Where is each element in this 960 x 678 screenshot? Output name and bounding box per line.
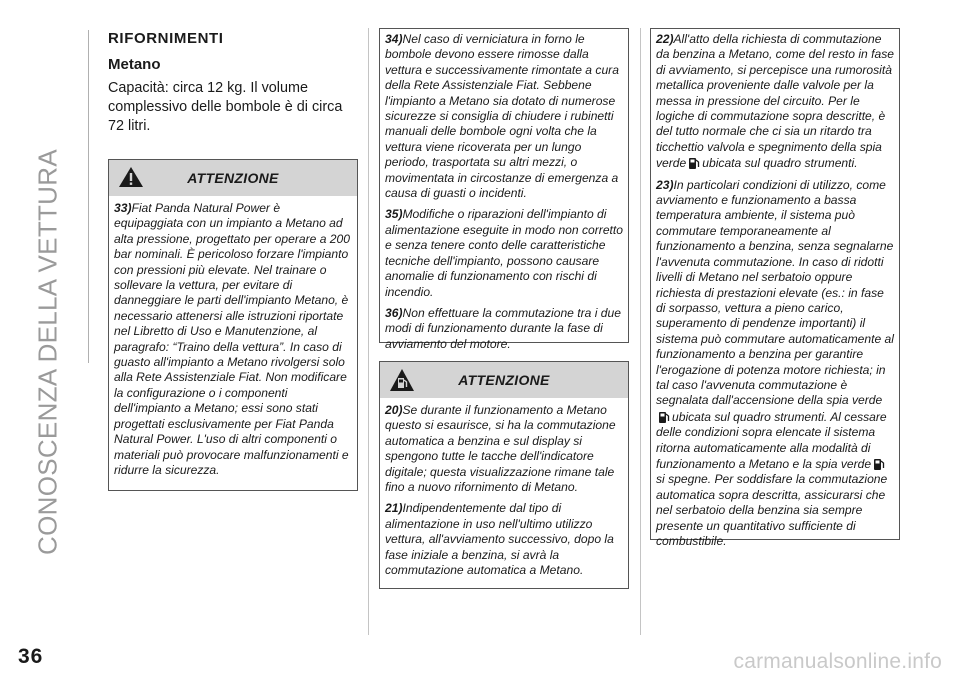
note-text: All'atto della richiesta di commutazione da benzina a Metano, come del resto in fase di avviamento, si percepisce una rumorosità metallica proveniente dalle valvole per la messa in pressione del circuito. Per le logiche di commutazione sopra descritte, è del tutto normale che ci sia un ritardo tra ticchettio valvola e spegnimento della spia verde	[656, 32, 894, 171]
note-text: si spegne. Per soddisfare la commutazione automatica sopra descritta, assicurarsi che nel serbatoio della benzina sia sempre presente un quantitativo sufficiente di combustibile.	[656, 472, 888, 548]
note-34	[385, 32, 623, 201]
note-number: 36)	[385, 305, 403, 320]
side-divider	[88, 30, 89, 363]
fuel-lamp-icon	[688, 155, 700, 170]
warning-box-body	[109, 196, 357, 484]
note-text: ubicata sul quadro strumenti. Al cessare delle condizioni sopra elencate il sistema ritorna automaticamente alla modalità di funzionamento a Metano e la spia verde	[656, 409, 887, 471]
fuel-lamp-icon	[873, 456, 885, 471]
page-number: 36	[18, 645, 44, 668]
warning-title: ATTENZIONE	[458, 372, 550, 388]
note-number: 35)	[385, 207, 403, 222]
note-21	[385, 501, 623, 578]
capacity-text: Capacità: circa 12 kg. Il volume complessivo delle bombole è di circa 72 litri.	[108, 80, 343, 134]
note-text: Se durante il funzionamento a Metano questo si esaurisce, si ha la commutazione automatica a benzina e sul display si spengono tutte le tacche dell'indicatore digitale; questa visualizzazione rimane tale fino a nuovo rifornimento di Metano.	[385, 403, 616, 495]
note-text: Non effettuare la commutazione tra i due modi di funzionamento durante la fase di avviamento del motore.	[385, 305, 621, 351]
note-22	[656, 32, 894, 172]
warning-title: ATTENZIONE	[187, 170, 279, 186]
notes-box-body	[380, 29, 628, 358]
warning-box	[108, 159, 358, 491]
note-text: Modifiche o riparazioni dell'impianto di alimentazione eseguite in modo non corretto e senza tenere conto delle caratteristiche tecniche dell'impianto, possono causare anomalie di funzionamento con rischi di incendio.	[385, 207, 623, 299]
note-20	[385, 403, 623, 495]
note-number: 34)	[385, 32, 403, 46]
notes-box-continued	[379, 28, 629, 351]
note-text: Indipendentemente dal tipo di alimentazione in uso nell'ultimo utilizzo vettura, all'avviamento successivo, dopo la fase iniziale a benzina, si avrà la commutazione automatica a Metano.	[385, 501, 614, 578]
fuel-lamp-icon	[658, 409, 670, 424]
fuel-section	[108, 30, 358, 136]
note-number: 22)	[656, 32, 674, 46]
warning-box-header	[380, 362, 628, 398]
subsection-title: Metano	[108, 56, 161, 73]
note-text: Nel caso di verniciatura in forno le bombole devono essere rimosse dalla vettura e successivamente rimontate a cura della Rete Assistenziale Fiat. Sebbene l'impianto a Metano sia dotato di numerose sicurezze si consiglia di chiudere i rubinetti manuali delle bombole ogni volta che la vettura viene ricoverata per un lungo periodo, trasportata su altri mezzi, o movimentata in circostanze di emergenza a causa di guasti o incidenti.	[385, 32, 619, 201]
note-text: In particolari condizioni di utilizzo, come avviamento e funzionamento a bassa temperatura ambiente, il sistema può commutare temporaneamente al funzionamento a benzina, senza segnalarne l'avvenuta commutazione. In caso di ridotti livelli di Metano nel serbatoio oppure richiesta di prestazioni elevate (es.: in fase di sorpasso, vettura a pieno carico, superamento di pendenze importanti) il sistema può commutare automaticamente al funzionamento a benzina per garantire l'erogazione di potenza motore richiesta; in tal caso l'avvenuta commutazione è segnalata dall'accensione della spia verde	[656, 177, 894, 408]
warning-box	[379, 361, 629, 589]
note-text: Fiat Panda Natural Power è equipaggiata con un impianto a Metano ad alta pressione, progettato per operare a 200 bar nominali. È pericoloso forzare l'impianto con pressioni più elevate. Nel trainare o sollevare la vettura, per evitare di danneggiare le parti dell'impianto Metano, è necessario attenersi alle istruzioni riportate nel Libretto di Uso e Manutenzione, al paragrafo: “Traino della vettura”. In caso di guasto all'impianto a Metano rivolgersi solo alla Rete Assistenziale Fiat. Non modificare la configurazione o i componenti dell'impianto a Metano; essi sono stati progettati esclusivamente per Fiat Panda Natural Power. L'uso di altri componenti o materiali può provocare malfunzionamenti e ridurre la sicurezza.	[114, 201, 350, 477]
column-divider	[368, 28, 369, 635]
notes-box-body	[651, 29, 899, 555]
note-number: 21)	[385, 501, 403, 516]
note-35	[385, 207, 623, 299]
note-number: 23)	[656, 177, 674, 192]
note-33	[114, 201, 352, 478]
warning-box-body	[380, 398, 628, 584]
column-divider	[640, 28, 641, 635]
section-title: RIFORNIMENTI	[108, 30, 224, 47]
watermark: carmanualsonline.info	[733, 650, 942, 673]
notes-box-gas-switch	[650, 28, 900, 548]
note-36	[385, 306, 623, 352]
note-23	[656, 178, 894, 550]
note-number: 33)	[114, 201, 132, 215]
note-text: ubicata sul quadro strumenti.	[702, 156, 858, 171]
note-number: 20)	[385, 403, 403, 417]
warning-box-header	[109, 160, 357, 196]
